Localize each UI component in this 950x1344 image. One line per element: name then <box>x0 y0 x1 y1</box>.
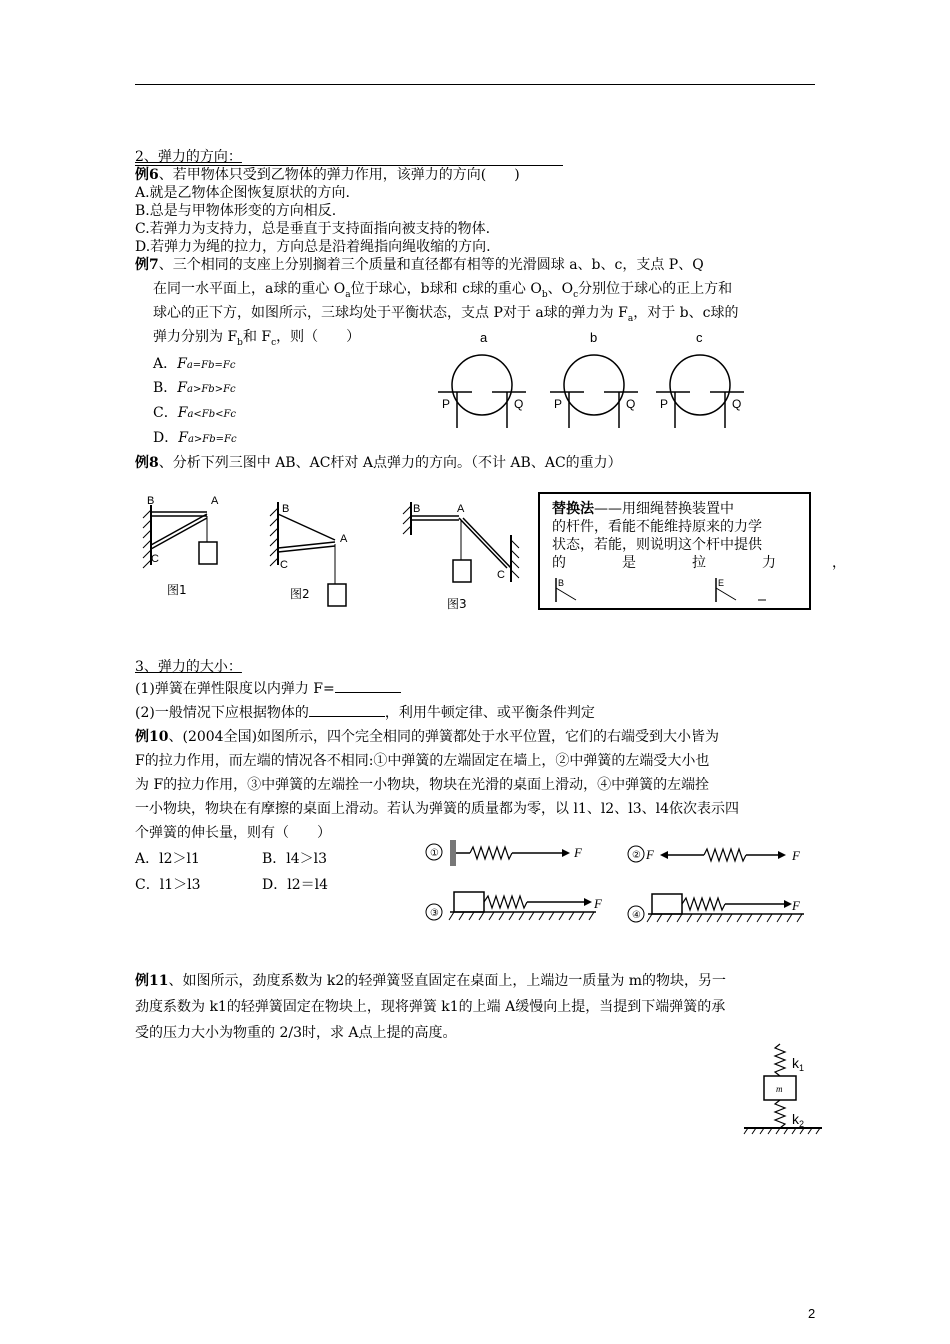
example-6-option-c: C.若弹力为支持力，总是垂直于支持面指向被支持的物体. <box>135 221 491 237</box>
fig1-wall-hatch <box>143 510 151 568</box>
example-7-line-1 <box>135 256 704 274</box>
example-7-option-a <box>153 355 235 375</box>
example-11-label: 例11 <box>135 973 169 989</box>
replacement-method-box <box>538 492 846 610</box>
ex7-l2-sub3: c <box>573 289 579 300</box>
box-line-1 <box>552 500 734 518</box>
example-6-label: 例6 <box>135 167 159 183</box>
example-10-line-1 <box>135 728 719 746</box>
spring-k2 <box>775 1100 785 1128</box>
box-line-1-rest: ——用细绳替换装置中 <box>594 501 734 517</box>
example-10-label: 例10 <box>135 729 169 745</box>
opt-a-label: A． <box>153 356 178 372</box>
k1-letter: k <box>792 1055 799 1071</box>
fig1-label-c: C <box>151 553 159 565</box>
example-8-figures <box>135 490 525 615</box>
opt-c-label: C． <box>153 405 178 421</box>
ex7-l3b: ，对于 b、c球的 <box>633 305 739 321</box>
ex7-l2c: 、O <box>547 281 574 297</box>
opt-d-f: F <box>178 430 188 446</box>
box-mini-diagrams <box>548 574 798 604</box>
box-line-3: 状态，若能，则说明这个杆中提供 <box>552 537 762 553</box>
fig2-wall-hatch <box>270 508 278 566</box>
example-7-line-4 <box>153 328 360 352</box>
k2-label <box>792 1111 804 1129</box>
example-11-line-1 <box>135 972 726 990</box>
example-7-line-3 <box>153 304 738 328</box>
example-6-option-d: D.若弹力为绳的拉力，方向总是沿着绳指向绳收缩的方向. <box>135 239 491 255</box>
item2-text-b: ，利用牛顿定律、或平衡条件判定 <box>384 705 595 721</box>
k2-subscript: 2 <box>799 1119 805 1129</box>
ball-a-label: a <box>480 330 488 345</box>
fig2-label-b: B <box>282 503 290 515</box>
k1-label <box>792 1055 804 1073</box>
ex7-l2b: 位于球心，b球和 c球的重心 O <box>350 281 542 297</box>
opt-a-rest: a=Fb=Fc <box>186 360 236 371</box>
q-label-c: Q <box>732 397 742 411</box>
opt-c-f: F <box>177 405 188 421</box>
section-3-item-2 <box>135 704 595 722</box>
ex7-l2a: 在同一水平面上，a球的重心 O <box>153 281 346 297</box>
fig1-label-a: A <box>211 495 219 507</box>
example-10-option-a: A．l2＞l1 <box>135 851 200 867</box>
spring-k1 <box>775 1044 785 1076</box>
opt-b-f: F <box>177 380 188 396</box>
example-10-figures <box>424 832 814 932</box>
fig3-label-a: A <box>457 503 465 515</box>
example-7-option-d <box>153 429 237 449</box>
fig4-block <box>652 894 682 914</box>
example-6-option-a: A.就是乙物体企图恢复原状的方向. <box>135 185 351 201</box>
fig3-block <box>454 892 484 912</box>
item1-blank <box>335 692 401 693</box>
example-6-question <box>135 166 520 184</box>
mini-rope-2 <box>716 588 736 600</box>
ex7-l4-sub2: c <box>271 337 277 348</box>
example-8-question <box>135 454 622 472</box>
opt-d-rest: a>Fb=Fc <box>187 434 237 445</box>
section-3-item-1 <box>135 680 401 698</box>
fig1-arrow-icon <box>562 849 570 857</box>
example-10-option-d: D．l2＝l4 <box>262 877 328 893</box>
q-label-a: Q <box>514 397 524 411</box>
opt-b-rest: a>Fb>Fc <box>187 384 236 395</box>
fig1-weight <box>199 542 217 564</box>
section-3-heading: 3、弹力的大小： <box>135 659 242 675</box>
p-label-b: P <box>554 397 563 411</box>
ex7-l4b: 和 F <box>242 329 272 345</box>
fig1-wall <box>450 840 456 866</box>
fig3-spring <box>484 896 527 908</box>
ball-c-diagram <box>656 330 744 428</box>
fig2-force-right-label: F <box>792 848 800 863</box>
mass-label: m <box>776 1084 783 1094</box>
example-6-text: 、若甲物体只受到乙物体的弹力作用，该弹力的方向( ) <box>158 167 520 183</box>
example-7-figure <box>432 330 762 430</box>
example-11-line-3: 受的压力大小为物重的 2/3时，求 A点上提的高度。 <box>135 1025 457 1041</box>
box-title: 替换法 <box>552 501 594 517</box>
item2-blank <box>309 716 385 717</box>
ex7-l4a: 弹力分别为 F <box>153 329 238 345</box>
spring-fig-3-number: ③ <box>430 908 439 919</box>
ball-c <box>670 355 730 415</box>
example-8-label: 例8 <box>135 455 159 471</box>
box-line-4: 的 是 拉 力 ， <box>552 555 846 571</box>
ball-b-label: b <box>590 330 598 345</box>
ball-c-label: c <box>696 330 703 345</box>
example-11-text-1: 、如图所示，劲度系数为 k2的轻弹簧竖直固定在桌面上，上端边一质量为 m的物块，另一 <box>168 973 727 989</box>
item2-text-a: (2)一般情况下应根据物体的 <box>135 705 309 721</box>
fig2-bar-ab <box>278 514 335 540</box>
item1-text: (1)弹簧在弹性限度以内弹力 F= <box>135 681 335 697</box>
ball-b-diagram <box>550 330 638 428</box>
spring-fig-4 <box>628 894 804 922</box>
spring-fig-1-number: ① <box>430 848 439 859</box>
mini-label-b: B <box>558 578 565 588</box>
spring-fig-2-number: ② <box>632 850 641 861</box>
example-8-text: 、分析下列三图中 AB、AC杆对 A点弹力的方向。（不计 AB、AC的重力） <box>158 455 622 471</box>
example-10-option-b: B．l4＞l3 <box>262 851 328 867</box>
example-6-option-b: B.总是与甲物体形变的方向相反. <box>135 203 337 219</box>
figure-2 <box>270 502 348 606</box>
fig2-arrow-left-icon <box>660 851 668 859</box>
opt-d-label: D． <box>153 430 179 446</box>
opt-c-rest: a<Fb<Fc <box>187 409 237 420</box>
ex7-l3-sub: a <box>627 313 634 324</box>
fig4-force-label: F <box>792 898 800 913</box>
fig2-caption: 图2 <box>290 587 310 601</box>
ex7-l2-sub2: b <box>541 289 548 300</box>
example-7-line-2 <box>153 280 732 304</box>
fig2-arrow-right-icon <box>778 851 786 859</box>
example-10-line-3: 为 F的拉力作用，③中弹簧的左端拴一小物块，物块在光滑的桌面上滑动，④中弹簧的左端拴 <box>135 777 710 793</box>
q-label-b: Q <box>626 397 636 411</box>
example-7-option-b <box>153 379 236 399</box>
fig2-label-c: C <box>280 559 288 571</box>
mini-label-e: E <box>718 578 725 588</box>
k2-letter: k <box>792 1111 799 1127</box>
fig3-force-label: F <box>594 896 602 911</box>
example-10-option-c: C．l1＞l3 <box>135 877 201 893</box>
figure-3 <box>403 502 519 611</box>
ex7-l2-sub1: a <box>345 289 351 300</box>
ball-a <box>452 355 512 415</box>
opt-a-f: F <box>177 356 187 372</box>
spring-fig-1 <box>426 840 583 866</box>
example-10-line-2: F的拉力作用，而左端的情况各不相同:①中弹簧的左端固定在墙上，②中弹簧的左端受大小也 <box>135 753 710 769</box>
ex7-l3a: 球心的正下方，如图所示，三球均处于平衡状态，支点 P对于 a球的弹力为 F <box>153 305 628 321</box>
fig1-spring <box>470 847 512 859</box>
fig1-bar-ac <box>151 514 207 545</box>
fig4-arrow-icon <box>784 900 792 908</box>
example-7-label: 例7 <box>135 257 159 273</box>
example-10-line-4: 一小物块，物块在有摩擦的桌面上滑动。若认为弹簧的质量都为零，以 l1、l2、l3、l4依次表示四 <box>135 801 739 817</box>
spring-fig-3 <box>426 892 603 920</box>
fig1-caption: 图1 <box>167 583 187 597</box>
fig3-table-hatch <box>449 912 594 920</box>
ball-a-diagram <box>438 330 526 428</box>
opt-b-label: B． <box>153 380 178 396</box>
fig3-wall-right-hatch <box>511 540 519 578</box>
fig2-weight <box>328 584 346 606</box>
fig2-force-left-label: F <box>646 847 654 862</box>
fig2-label-a: A <box>340 533 348 545</box>
ex7-l2d: 分别位于球心的正上方和 <box>578 281 733 297</box>
page-number: 2 <box>808 1306 816 1321</box>
p-label-a: P <box>442 397 451 411</box>
fig3-arrow-icon <box>584 898 592 906</box>
example-7-text-1: 、三个相同的支座上分别搁着三个质量和直径都有相等的光滑圆球 a、b、c，支点 P、Q <box>158 257 704 273</box>
header-rule <box>135 84 815 85</box>
box-line-2: 的杆件，看能不能维持原来的力学 <box>552 519 762 535</box>
example-7-option-c <box>153 404 236 424</box>
mini-rope-1 <box>556 588 576 600</box>
k1-subscript: 1 <box>799 1063 805 1073</box>
fig1-label-b: B <box>147 495 155 507</box>
ball-b <box>564 355 624 415</box>
fig3-label-b: B <box>413 503 421 515</box>
fig4-table-hatch <box>647 914 802 922</box>
fig1-force-label: F <box>574 845 582 860</box>
fig3-wall-left-hatch <box>403 506 411 534</box>
ex7-l4c: ，则（ ） <box>276 329 361 345</box>
p-label-c: P <box>660 397 669 411</box>
section-2-heading: 2、弹力的方向： <box>135 149 242 165</box>
example-11-figure <box>740 1040 830 1140</box>
fig3-weight <box>453 560 471 582</box>
figure-1 <box>143 495 219 597</box>
fig3-label-c: C <box>497 569 505 581</box>
spring-fig-2 <box>628 846 801 863</box>
fig2-spring <box>704 849 746 861</box>
spring-fig-4-number: ④ <box>632 910 641 921</box>
fig4-spring <box>682 898 725 910</box>
fig3-caption: 图3 <box>447 597 467 611</box>
example-11-line-2: 劲度系数为 k1的轻弹簧固定在物块上，现将弹簧 k1的上端 A缓慢向上提，当提到下端弹簧的承 <box>135 999 726 1015</box>
ex7-l4-sub1: b <box>237 337 243 348</box>
example-10-text-1: 、(2004全国)如图所示，四个完全相同的弹簧都处于水平位置，它们的右端受到大小皆为 <box>168 729 720 745</box>
example-10-line-5: 个弹簧的伸长量，则有（ ） <box>135 825 331 841</box>
